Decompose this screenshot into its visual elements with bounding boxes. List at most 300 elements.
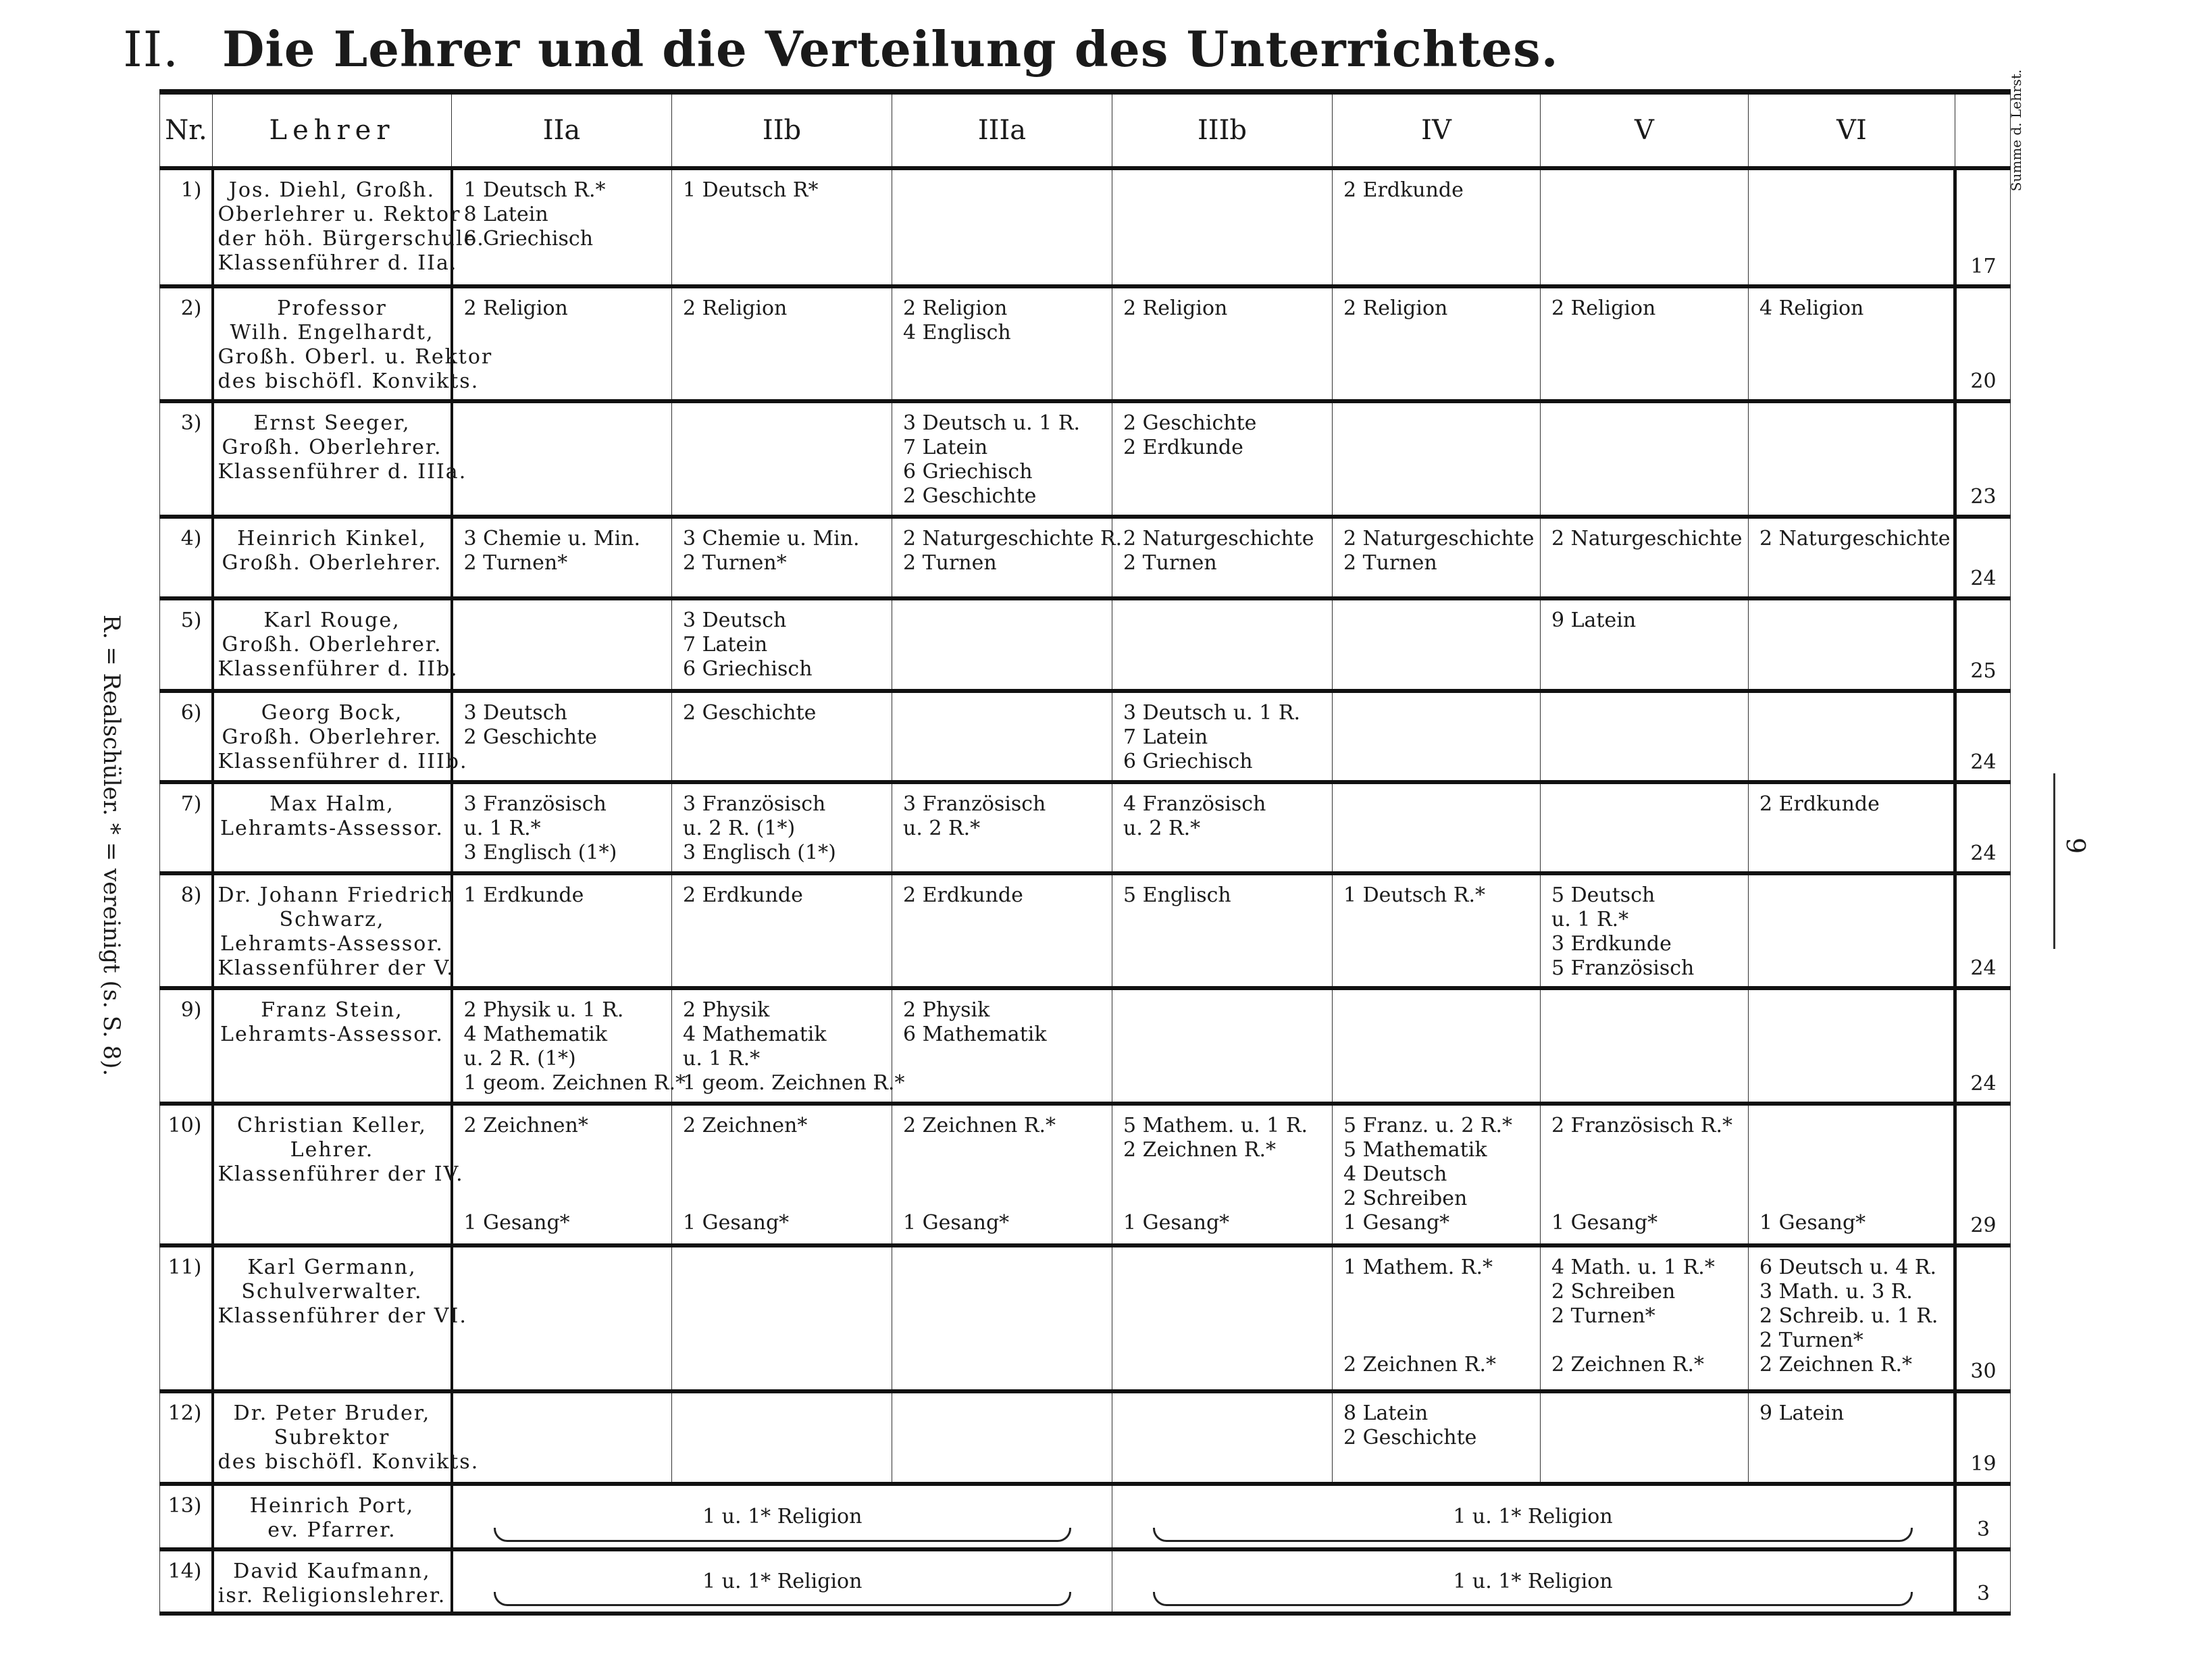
subject-cell-iia <box>452 988 686 1104</box>
subject-line <box>1759 1162 1947 1187</box>
subject-line: 1 Gesang* <box>1123 1210 1230 1235</box>
subject-line: 2 Zeichnen R.* <box>1123 1137 1276 1162</box>
subject-cell-iiib <box>1112 1104 1333 1246</box>
teacher-line: Lehrer. <box>290 1137 374 1162</box>
teacher-line: Oberlehrer u. Rektor <box>217 203 461 226</box>
subject-line: 2 Erdkunde <box>683 883 803 907</box>
table-row <box>160 1549 2011 1614</box>
subject-cell-iiia <box>892 168 1112 286</box>
subject-line: 2 Naturgeschichte <box>1343 527 1535 551</box>
subject-line: 9 Latein <box>1551 609 1637 633</box>
sum-cell: 17 <box>1955 168 2011 286</box>
subject-line: 2 Turnen <box>1343 551 1437 575</box>
subject-line: u. 2 R.* <box>1123 816 1201 840</box>
teacher-line: Klassenführer der VI. <box>217 1304 467 1329</box>
subject-line: 2 Zeichnen R.* <box>903 1113 1056 1137</box>
teacher-cell <box>213 1549 452 1614</box>
subject-line <box>683 1162 885 1187</box>
teacher-line: Großh. Oberlehrer. <box>222 436 442 460</box>
subject-cell-v <box>1541 168 1749 286</box>
table-body <box>160 168 2011 1614</box>
religion-label: 1 u. 1* Religion <box>1453 1504 1613 1528</box>
teacher-line: Heinrich Port, <box>249 1494 415 1518</box>
subject-line <box>683 1187 885 1211</box>
subject-line: 2 Turnen* <box>463 551 568 575</box>
teacher-line: Dr. Johann Friedrich <box>217 883 455 907</box>
subject-line: 4 Mathematik <box>463 1023 608 1047</box>
subject-line <box>1759 1114 1947 1138</box>
sum-cell: 24 <box>1955 782 2011 873</box>
subject-cell-vi <box>1749 1245 1955 1391</box>
subject-cell-iiia <box>892 598 1112 691</box>
subject-cell-v <box>1541 401 1749 517</box>
subject-line: 2 Religion <box>1343 296 1448 320</box>
subject-line: 1 Gesang* <box>683 1210 790 1235</box>
subject-line: 3 Deutsch <box>683 609 787 633</box>
subject-cell-iv <box>1333 1391 1541 1484</box>
subject-line: 4 Englisch <box>903 320 1011 344</box>
teacher-cell <box>213 1104 464 1246</box>
subject-line: 3 Math. u. 3 R. <box>1759 1280 1913 1304</box>
teacher-line: Ernst Seeger, <box>253 411 411 436</box>
subject-cell-vi <box>1749 782 1955 873</box>
religion-merged-cell-left <box>452 1484 1112 1549</box>
subject-cell-vi <box>1749 598 1955 691</box>
teacher-line: Christian Keller, <box>237 1113 427 1137</box>
subject-line: 6 Mathematik <box>903 1023 1047 1047</box>
sum-cell: 24 <box>1955 873 2011 989</box>
subject-cell-v <box>1541 782 1749 873</box>
table-row <box>160 873 2011 989</box>
subject-cell-vi <box>1749 401 1955 517</box>
brace-mark <box>1153 1528 1913 1542</box>
table-row <box>160 1391 2011 1484</box>
subject-cell-iiia <box>892 1104 1112 1246</box>
subject-line: u. 2 R. (1*) <box>463 1047 576 1071</box>
subject-line: 2 Schreib. u. 1 R. <box>1759 1304 1938 1329</box>
subject-line: 2 Religion <box>903 296 1008 320</box>
subject-cell-iia <box>452 1391 672 1484</box>
subject-cell-iiib <box>1112 782 1333 873</box>
subject-line: 9 Latein <box>1759 1401 1845 1426</box>
subject-cell-iib <box>672 1245 892 1391</box>
row-number: 13) <box>160 1484 213 1549</box>
teacher-line: Georg Bock, <box>261 701 403 725</box>
subject-line: 2 Geschichte <box>1343 1426 1477 1450</box>
subject-line: 2 Religion <box>683 296 788 320</box>
subject-line: 1 Gesang* <box>1551 1210 1658 1235</box>
subject-cell-vi <box>1749 988 1955 1104</box>
subject-line: 4 Französisch <box>1123 792 1266 816</box>
subject-cell-iiia <box>892 988 1112 1104</box>
subject-line: 3 Deutsch u. 1 R. <box>903 411 1081 436</box>
table-row <box>160 1104 2011 1246</box>
subject-line: 4 Mathematik <box>683 1023 827 1047</box>
subject-cell-iiib <box>1112 691 1333 782</box>
row-number: 2) <box>160 286 213 402</box>
subject-cell-vi <box>1749 517 1955 598</box>
subject-cell-iib <box>672 691 892 782</box>
teacher-line: Großh. Oberl. u. Rektor <box>217 344 493 369</box>
subject-line: 2 Turnen* <box>1759 1329 1863 1353</box>
subject-cell-iib <box>672 517 892 598</box>
teacher-line: Großh. Oberlehrer. <box>222 725 442 750</box>
subject-line: 2 Turnen* <box>1551 1304 1655 1329</box>
teacher-line: Klassenführer d. IIa. <box>217 251 458 275</box>
subject-line: 5 Franz. u. 2 R.* <box>1343 1113 1513 1137</box>
subject-cell-v <box>1541 1104 1749 1246</box>
religion-label: 1 u. 1* Religion <box>1453 1569 1613 1593</box>
subject-line: 3 Französisch <box>903 792 1046 816</box>
subject-line: 2 Schreiben <box>1551 1280 1676 1304</box>
subject-line: u. 1 R.* <box>683 1047 761 1071</box>
subject-line: 2 Physik <box>903 998 990 1023</box>
teacher-cell <box>213 1484 452 1549</box>
subject-line: 1 Gesang* <box>463 1210 570 1235</box>
teacher-cell <box>213 691 468 782</box>
subject-line: 1 Mathem. R.* <box>1343 1256 1493 1280</box>
row-number: 6) <box>160 691 213 782</box>
subject-cell-v <box>1541 286 1749 402</box>
subject-cell-iiia <box>892 1391 1112 1484</box>
subject-line: 4 Math. u. 1 R.* <box>1551 1256 1715 1280</box>
subject-line <box>903 1187 1105 1211</box>
teacher-cell <box>213 782 452 873</box>
table-row <box>160 598 2011 691</box>
subject-cell-vi <box>1749 1391 1955 1484</box>
subject-cell-iia <box>452 873 672 989</box>
teacher-line: Professor <box>277 296 387 320</box>
subject-cell-iib <box>672 1391 892 1484</box>
subject-cell-v <box>1541 691 1749 782</box>
subject-cell-iiib <box>1112 168 1333 286</box>
teacher-line: Schulverwalter. <box>241 1280 423 1304</box>
sum-cell: 24 <box>1955 517 2011 598</box>
teacher-line: Großh. Oberlehrer. <box>222 551 442 575</box>
subject-cell-iiib <box>1112 286 1333 402</box>
subject-line <box>903 1138 1105 1162</box>
column-header-nr: Nr. <box>160 92 213 168</box>
subject-line: 2 Geschichte <box>1123 411 1257 436</box>
subject-line: 2 Zeichnen* <box>683 1113 808 1137</box>
subject-cell-v <box>1541 517 1749 598</box>
sum-cell: 30 <box>1955 1245 2011 1391</box>
teacher-line: der höh. Bürgerschule. <box>217 227 485 251</box>
religion-merged-cell-left <box>452 1549 1112 1614</box>
row-number: 8) <box>160 873 213 989</box>
sum-cell: 24 <box>1955 988 2011 1104</box>
subject-cell-iiia <box>892 691 1112 782</box>
subject-line: 2 Naturgeschichte R. <box>903 527 1123 551</box>
subject-line: 6 Griechisch <box>463 227 594 251</box>
subject-cell-vi <box>1749 691 1955 782</box>
subject-line: 1 Gesang* <box>903 1210 1010 1235</box>
subject-cell-iv <box>1333 598 1541 691</box>
teacher-line: ev. Pfarrer. <box>267 1518 396 1543</box>
teacher-line: Klassenführer der IV. <box>217 1162 464 1186</box>
column-header-summe: Summe d. Lehrst. <box>1955 92 2011 168</box>
subject-line <box>464 1162 665 1187</box>
row-number: 5) <box>160 598 213 691</box>
table-row <box>160 517 2011 598</box>
subject-cell-iiib <box>1112 1391 1333 1484</box>
subject-line: 2 Zeichnen* <box>463 1113 588 1137</box>
column-header-iib: IIb <box>672 92 892 168</box>
teacher-line: Karl Germann, <box>247 1256 417 1280</box>
subject-line: 1 Deutsch R.* <box>1343 883 1485 907</box>
subject-line: 2 Turnen* <box>683 551 787 575</box>
teacher-cell <box>213 598 459 691</box>
subject-cell-iia <box>452 691 672 782</box>
column-header-vi: VI <box>1749 92 1955 168</box>
subject-line <box>1343 1280 1533 1304</box>
teacher-line: Großh. Oberlehrer. <box>222 633 442 657</box>
subject-line: 3 Französisch <box>463 792 607 816</box>
teacher-line: Klassenführer d. IIIa. <box>217 460 467 484</box>
subject-cell-iib <box>672 988 905 1104</box>
brace-mark <box>494 1528 1072 1542</box>
subject-line: u. 1 R.* <box>463 816 541 840</box>
subject-cell-vi <box>1749 1104 1955 1246</box>
teacher-cell <box>213 168 485 286</box>
row-number: 10) <box>160 1104 213 1246</box>
subject-line: 5 Französisch <box>1551 956 1695 980</box>
title-numeral: II. <box>123 21 180 78</box>
teacher-cell <box>213 1391 480 1484</box>
subject-line: 8 Latein <box>463 203 548 226</box>
teacher-cell <box>213 1245 467 1391</box>
subject-line: 3 Erdkunde <box>1551 931 1672 956</box>
column-header-iiib: IIIb <box>1112 92 1333 168</box>
teacher-line: Lehramts-Assessor. <box>220 1023 444 1047</box>
page-number-rule <box>2053 773 2055 949</box>
subject-cell-iv <box>1333 691 1541 782</box>
subject-line: 3 Französisch <box>683 792 826 816</box>
subject-cell-iiia <box>892 1245 1112 1391</box>
teacher-line: Lehramts-Assessor. <box>220 816 444 840</box>
table-header-row <box>160 92 2011 168</box>
subject-cell-iib <box>672 782 892 873</box>
title-text: Die Lehrer und die Verteilung des Unterrichtes. <box>222 20 1559 78</box>
page-number: 9 <box>2061 838 2090 854</box>
teacher-cell <box>213 517 452 598</box>
subject-cell-iia <box>452 782 672 873</box>
teacher-line: Heinrich Kinkel, <box>237 527 427 551</box>
teacher-line: isr. Religionslehrer. <box>217 1584 446 1608</box>
side-note-legend: R. = Realschüler. * = vereinigt (s. S. 8). <box>98 615 125 1077</box>
subject-line <box>1551 1187 1741 1211</box>
subject-line: 2 Religion <box>463 296 568 320</box>
subject-line <box>1123 1187 1325 1211</box>
subject-line: 2 Geschichte <box>463 725 597 750</box>
teacher-line: Karl Rouge, <box>263 609 401 633</box>
subject-cell-iia <box>452 1104 672 1246</box>
subject-line: 2 Naturgeschichte <box>1759 527 1951 551</box>
religion-merged-cell-right <box>1112 1484 1955 1549</box>
teacher-line: Franz Stein, <box>261 998 403 1023</box>
subject-line: 7 Latein <box>1123 725 1208 750</box>
subject-line: 2 Naturgeschichte <box>1123 527 1314 551</box>
subject-cell-iiia <box>892 517 1123 598</box>
subject-cell-iia <box>452 598 672 691</box>
teacher-cell <box>213 401 467 517</box>
teacher-line: Klassenführer der V. <box>217 956 455 980</box>
subject-cell-iib <box>672 1104 892 1246</box>
subject-line: 1 Deutsch R.* <box>463 178 606 202</box>
subject-line <box>464 1187 665 1211</box>
subject-line: 4 Deutsch <box>1343 1162 1447 1186</box>
subject-line: 2 Erdkunde <box>1343 178 1464 202</box>
teacher-line: des bischöfl. Konvikts. <box>217 369 480 393</box>
subject-line: 7 Latein <box>903 436 988 460</box>
subject-line: 2 Zeichnen R.* <box>1759 1353 1912 1377</box>
subject-line <box>1551 1329 1741 1353</box>
subject-cell-iv <box>1333 782 1541 873</box>
teacher-line: Lehramts-Assessor. <box>220 931 444 956</box>
subject-line: 3 Deutsch u. 1 R. <box>1123 701 1301 725</box>
subject-cell-iv <box>1333 517 1541 598</box>
sum-cell: 20 <box>1955 286 2011 402</box>
subject-line: u. 2 R.* <box>903 816 981 840</box>
subject-line: 1 Gesang* <box>1343 1210 1450 1235</box>
subject-line <box>1343 1329 1533 1353</box>
subject-cell-iv <box>1333 401 1541 517</box>
teacher-cell <box>213 873 455 989</box>
religion-label: 1 u. 1* Religion <box>702 1504 863 1528</box>
subject-line: 3 Englisch (1*) <box>463 840 617 865</box>
teacher-line: David Kaufmann, <box>233 1560 431 1584</box>
subject-line: 5 Mathem. u. 1 R. <box>1123 1113 1308 1137</box>
subject-line: 6 Griechisch <box>903 460 1033 484</box>
subject-line: 2 Geschichte <box>683 701 817 725</box>
subject-line <box>1123 1162 1325 1187</box>
subject-line: 2 Zeichnen R.* <box>1551 1353 1704 1377</box>
subject-cell-v <box>1541 988 1749 1104</box>
subject-line: 3 Deutsch <box>463 701 567 725</box>
row-number: 9) <box>160 988 213 1104</box>
subject-cell-iia <box>452 286 672 402</box>
subject-cell-iv <box>1333 873 1541 989</box>
table-row <box>160 988 2011 1104</box>
subject-line: 3 Chemie u. Min. <box>463 527 641 551</box>
subject-line: 1 Gesang* <box>1759 1210 1866 1235</box>
sum-cell: 24 <box>1955 691 2011 782</box>
teacher-line: des bischöfl. Konvikts. <box>217 1450 480 1474</box>
religion-label: 1 u. 1* Religion <box>702 1569 863 1593</box>
brace-mark <box>1153 1592 1913 1606</box>
sum-cell: 29 <box>1955 1104 2011 1246</box>
subject-cell-iv <box>1333 1245 1541 1391</box>
subject-cell-iv <box>1333 1104 1541 1246</box>
sum-cell: 3 <box>1955 1549 2011 1614</box>
subject-cell-iib <box>672 401 892 517</box>
sum-cell: 25 <box>1955 598 2011 691</box>
subject-line <box>464 1138 665 1162</box>
subject-line: 2 Turnen <box>1123 551 1217 575</box>
subject-line: 6 Griechisch <box>683 657 813 681</box>
teacher-line: Schwarz, <box>279 907 385 931</box>
sum-cell: 3 <box>1955 1484 2011 1549</box>
subject-cell-vi <box>1749 873 1955 989</box>
subject-cell-v <box>1541 598 1749 691</box>
subject-line <box>1343 1304 1533 1329</box>
subject-cell-iiib <box>1112 1245 1333 1391</box>
teacher-cell <box>213 286 493 402</box>
table-row <box>160 1484 2011 1549</box>
teacher-cell <box>213 988 452 1104</box>
teacher-line: Subrektor <box>274 1426 390 1450</box>
subject-cell-iiia <box>892 782 1112 873</box>
subject-line <box>1551 1162 1741 1187</box>
row-number: 12) <box>160 1391 213 1484</box>
teacher-line: Jos. Diehl, Großh. <box>228 178 436 202</box>
table-row <box>160 401 2011 517</box>
subject-cell-vi <box>1749 168 1955 286</box>
subject-line: 1 geom. Zeichnen R.* <box>683 1071 905 1096</box>
subject-cell-iib <box>672 873 892 989</box>
sum-cell: 23 <box>1955 401 2011 517</box>
table-row <box>160 1245 2011 1391</box>
subject-line: 2 Physik u. 1 R. <box>463 998 624 1023</box>
teacher-line: Dr. Peter Bruder, <box>233 1401 431 1426</box>
subject-cell-iiib <box>1112 873 1333 989</box>
row-number: 14) <box>160 1549 213 1614</box>
sum-cell: 19 <box>1955 1391 2011 1484</box>
subject-line: 2 Geschichte <box>903 484 1037 509</box>
subject-cell-v <box>1541 1391 1749 1484</box>
column-header-iv: IV <box>1333 92 1541 168</box>
subject-cell-iiib <box>1112 517 1333 598</box>
teacher-line: Klassenführer d. IIIb. <box>217 750 468 774</box>
subject-cell-iia <box>452 517 672 598</box>
row-number: 4) <box>160 517 213 598</box>
subject-cell-iiia <box>892 873 1112 989</box>
table-row <box>160 168 2011 286</box>
subject-cell-iia <box>452 1245 672 1391</box>
subject-line <box>1551 1138 1741 1162</box>
subject-cell-iiia <box>892 286 1112 402</box>
row-number: 3) <box>160 401 213 517</box>
subject-cell-iiib <box>1112 988 1333 1104</box>
subject-cell-iib <box>672 286 892 402</box>
subject-line <box>903 1162 1105 1187</box>
subject-cell-iv <box>1333 168 1541 286</box>
subject-line: 2 Französisch R.* <box>1551 1113 1733 1137</box>
column-header-iia: IIa <box>452 92 672 168</box>
subject-cell-iiib <box>1112 401 1333 517</box>
column-header-lehrer: Lehrer <box>213 92 452 168</box>
subject-line: 1 Erdkunde <box>463 883 584 907</box>
subject-line: 2 Erdkunde <box>1123 436 1243 460</box>
row-number: 7) <box>160 782 213 873</box>
table-row <box>160 691 2011 782</box>
subject-cell-iia <box>452 401 672 517</box>
subject-line: 5 Mathematik <box>1343 1137 1487 1162</box>
subject-cell-iiib <box>1112 598 1333 691</box>
subject-line: 5 Deutsch <box>1551 883 1655 907</box>
subject-line: 3 Englisch (1*) <box>683 840 836 865</box>
teacher-line: Klassenführer d. IIb. <box>217 657 459 681</box>
brace-mark <box>494 1592 1072 1606</box>
subject-line: u. 1 R.* <box>1551 907 1629 931</box>
subject-cell-iiia <box>892 401 1112 517</box>
column-header-iiia: IIIa <box>892 92 1112 168</box>
subject-cell-iv <box>1333 286 1541 402</box>
row-number: 11) <box>160 1245 213 1391</box>
subject-line: 2 Turnen <box>903 551 997 575</box>
subject-line: 1 Deutsch R* <box>683 178 819 202</box>
column-header-v: V <box>1541 92 1749 168</box>
